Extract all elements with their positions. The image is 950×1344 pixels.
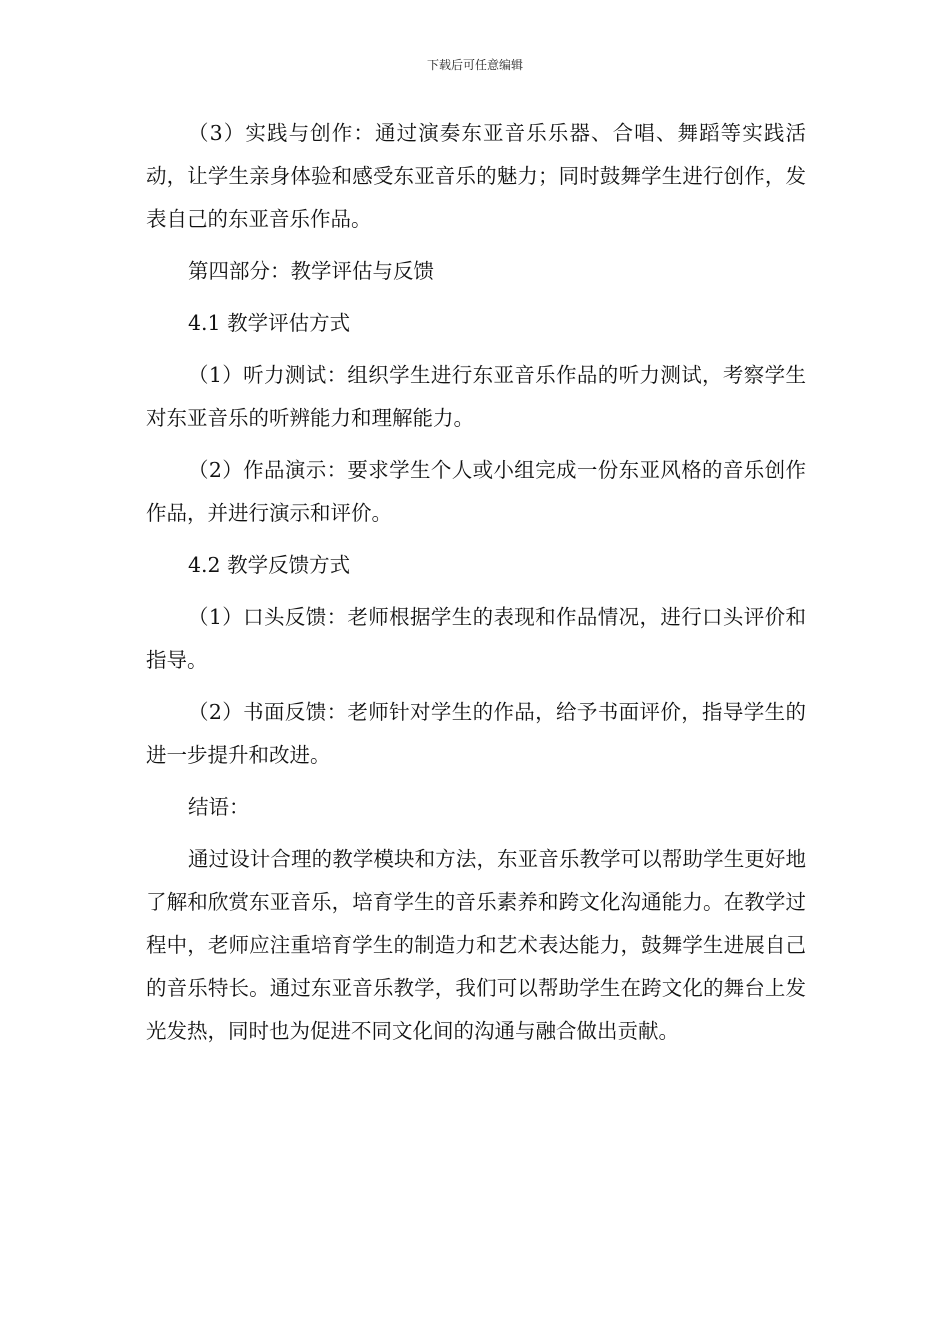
paragraph-written-feedback: （2）书面反馈：老师针对学生的作品，给予书面评价，指导学生的进一步提升和改进。: [146, 700, 806, 767]
document-body: [146, 112, 806, 1062]
paragraph-practice-creation: （3）实践与创作：通过演奏东亚音乐乐器、合唱、舞蹈等实践活动，让学生亲身体验和感受东亚音乐的魅力；同时鼓舞学生进行创作，发表自己的东亚音乐作品。: [146, 121, 806, 231]
conclusion-heading: 结语：: [188, 795, 250, 819]
paragraph-conclusion: 通过设计合理的教学模块和方法，东亚音乐教学可以帮助学生更好地了解和欣赏东亚音乐，培育学生的音乐素养和跨文化沟通能力。在教学过程中，老师应注重培育学生的制造力和艺术表达能力，鼓舞学生进展自己的音乐特长。通过东亚音乐教学，我们可以帮助学生在跨文化的舞台上发光发热，同时也为促进不同文化间的沟通与融合做出贡献。: [146, 847, 806, 1043]
subsection-heading-4-2: 4.2 教学反馈方式: [188, 553, 351, 577]
paragraph-work-demonstration: （2）作品演示：要求学生个人或小组完成一份东亚风格的音乐创作作品，并进行演示和评价。: [146, 458, 806, 525]
page-header-note: 下载后可任意编辑: [426, 58, 523, 72]
paragraph-listening-test: （1）听力测试：组织学生进行东亚音乐作品的听力测试，考察学生对东亚音乐的听辨能力和理解能力。: [146, 363, 806, 430]
paragraph-oral-feedback: （1）口头反馈：老师根据学生的表现和作品情况，进行口头评价和指导。: [146, 605, 806, 672]
subsection-heading-4-1: 4.1 教学评估方式: [188, 311, 351, 335]
section-heading-part-four: 第四部分：教学评估与反馈: [188, 259, 434, 283]
